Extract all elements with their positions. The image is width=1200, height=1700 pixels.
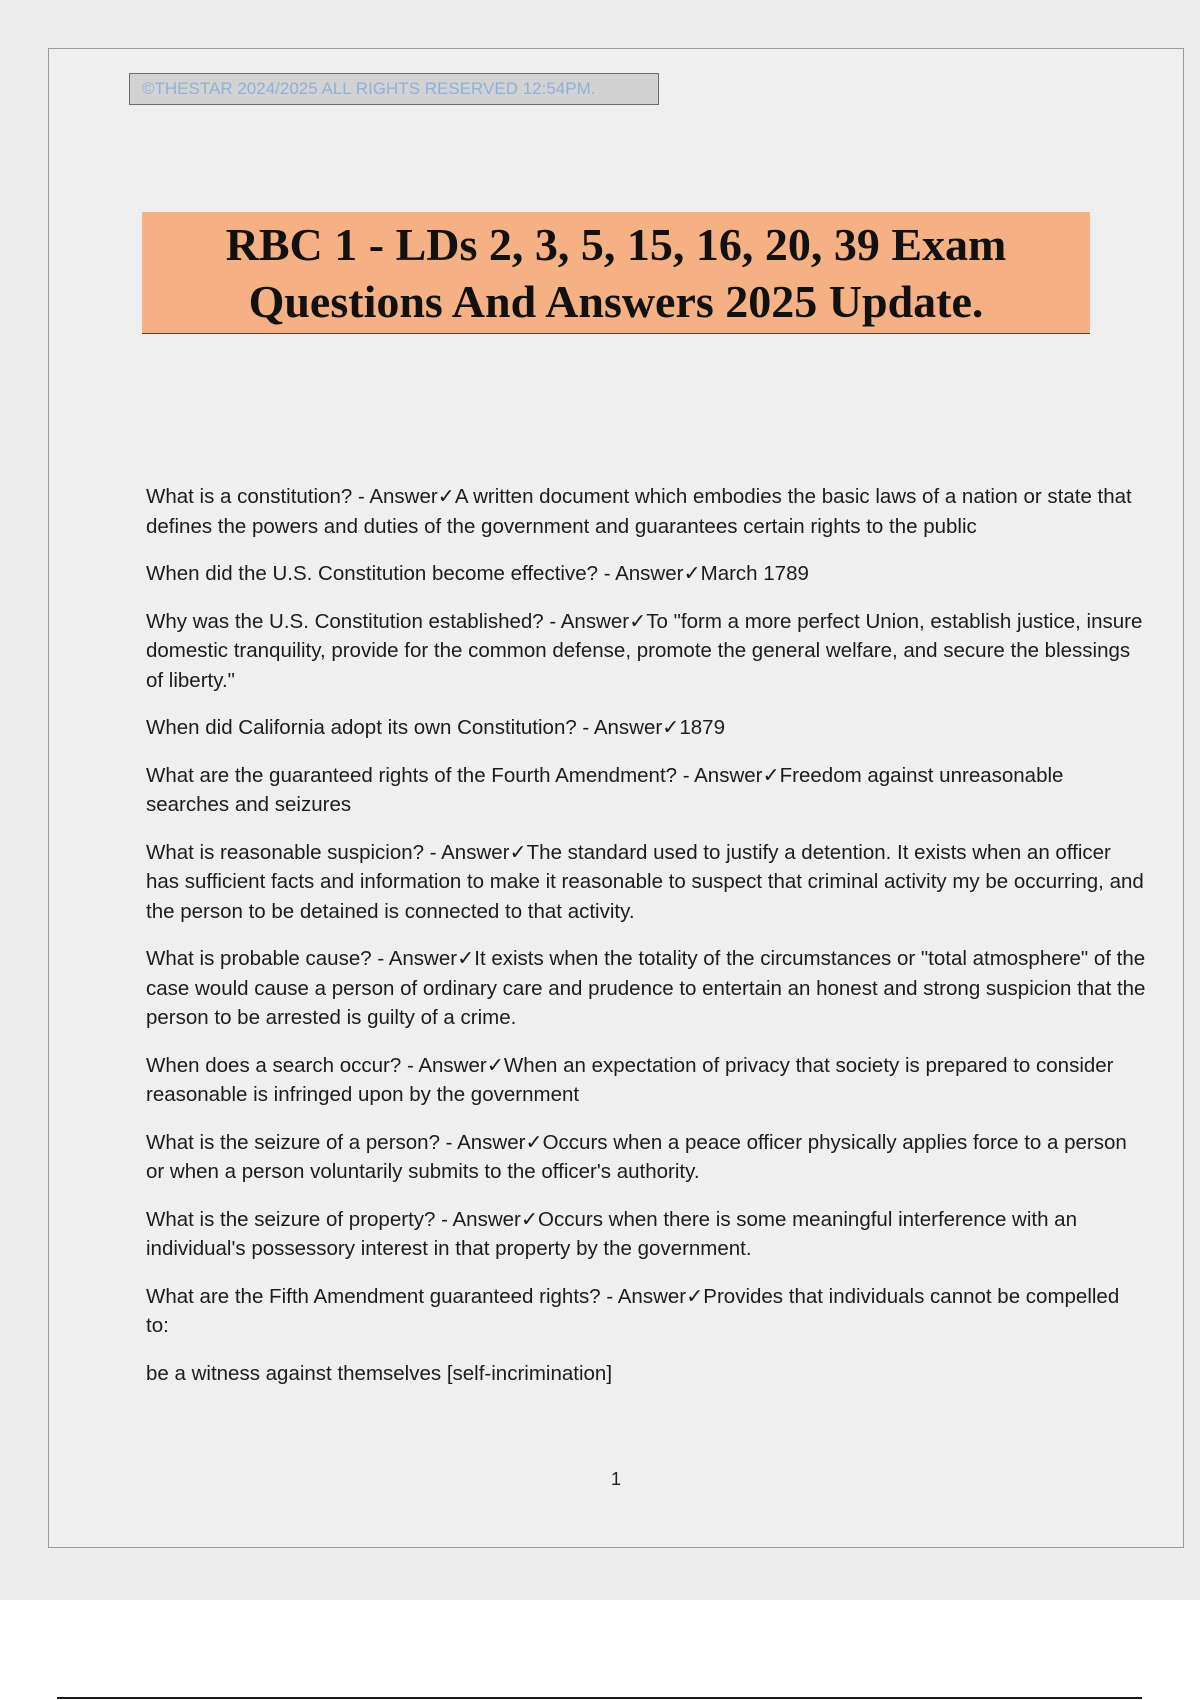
copyright-watermark: ©THESTAR 2024/2025 ALL RIGHTS RESERVED 12:54PM. <box>129 73 659 105</box>
document-page <box>48 48 1184 1548</box>
qa-item: be a witness against themselves [self-incrimination] <box>146 1361 613 1385</box>
qa-item: When did California adopt its own Constitution? - Answer✓1879 <box>146 716 725 739</box>
page-number: 1 <box>610 1469 621 1489</box>
qa-item: Why was the U.S. Constitution established? - Answer✓To "form a more perfect Union, establish justice, insure domestic tranquility, provide for the common defense, promote the general welfare, and secure the blessings of liberty." <box>146 609 1143 692</box>
qa-item: What is the seizure of a person? - Answer✓Occurs when a peace officer physically applies force to a person or when a person voluntarily submits to the officer's authority. <box>146 1130 1127 1183</box>
qa-item: When does a search occur? - Answer✓When an expectation of privacy that society is prepared to consider reasonable is infringed upon by the government <box>146 1053 1114 1106</box>
title-banner <box>142 212 1090 334</box>
qa-item: What is probable cause? - Answer✓It exists when the totality of the circumstances or "total atmosphere" of the case would cause a person of ordinary care and prudence to entertain an honest and strong suspicion that the person to be arrested is guilty of a crime. <box>146 947 1146 1029</box>
qa-list <box>146 482 1146 1406</box>
qa-item: What is reasonable suspicion? - Answer✓The standard used to justify a detention. It exists when an officer has sufficient facts and information to make it reasonable to suspect that criminal activity my be occurring, and the person to be detained is connected to that activity. <box>146 840 1144 923</box>
qa-item: When did the U.S. Constitution become effective? - Answer✓March 1789 <box>146 562 809 585</box>
qa-item: What are the Fifth Amendment guaranteed rights? - Answer✓Provides that individuals cannot be compelled to: <box>146 1284 1120 1337</box>
qa-item: What are the guaranteed rights of the Fourth Amendment? - Answer✓Freedom against unreasonable searches and seizures <box>146 763 1064 816</box>
footer-divider <box>57 1697 1142 1699</box>
qa-item: What is the seizure of property? - Answer✓Occurs when there is some meaningful interference with an individual's possessory interest in that property by the government. <box>146 1207 1077 1260</box>
qa-item: What is a constitution? - Answer✓A written document which embodies the basic laws of a nation or state that defines the powers and duties of the government and guarantees certain rights to the public <box>146 485 1132 538</box>
document-title: RBC 1 - LDs 2, 3, 5, 15, 16, 20, 39 Exam Questions And Answers 2025 Update. <box>225 218 1007 327</box>
